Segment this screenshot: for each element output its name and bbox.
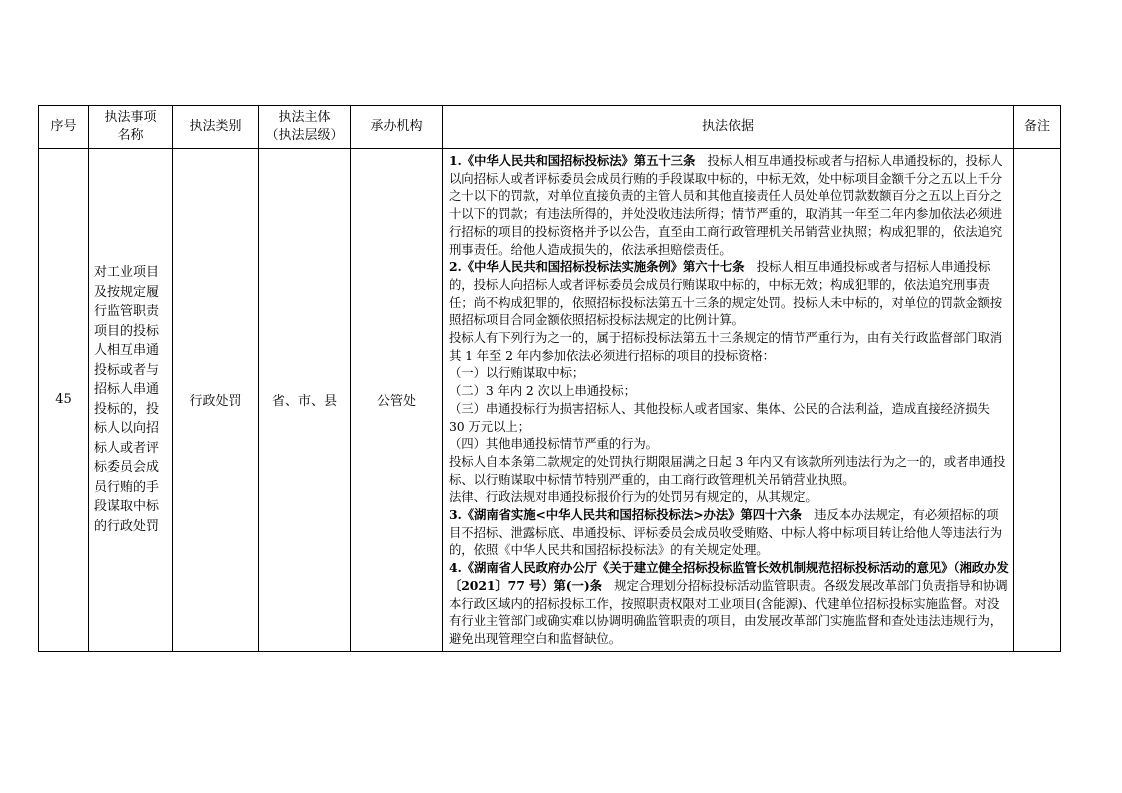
header-agency: 承办机构 xyxy=(351,106,443,149)
row-basis xyxy=(443,149,1014,652)
basis-article-3-text: 违反本办法规定，有必须招标的项目不招标、泄露标底、串通投标、评标委员会成员收受贿赂、中标人将中标项目转让给他人等违法行为的，依照《中华人民共和国招标投标法》的有关规定处理。 xyxy=(449,507,1003,558)
basis-article-2-para: 投标人有下列行为之一的，属于招标投标法第五十三条规定的情节严重行为，由有关行政监督部门取消其 1 年至 2 年内参加依法必须进行招标的项目的投标资格： xyxy=(449,330,1003,363)
row-category: 行政处罚 xyxy=(173,149,259,652)
row-seq: 45 xyxy=(39,149,89,652)
header-subject: 执法主体 （执法层级） xyxy=(259,106,351,149)
row-level: 省、市、县 xyxy=(259,149,351,652)
header-seq: 序号 xyxy=(39,106,89,149)
header-item-name: 执法事项 名称 xyxy=(89,106,173,149)
basis-article-4-title: 4.《湖南省人民政府办公厅《关于建立健全招标投标监管长效机制规范招标投标活动的意见》（湘政办发〔2021〕77 号）第(一)条 xyxy=(449,560,1009,593)
basis-article-4-text: 规定合理划分招标投标活动监管职责。各级发展改革部门负责指导和协调本行政区域内的招标投标工作，按照职责权限对工业项目(含能源)、代建单位招标投标实施监督。对没有行业主管部门或确实难以协调明确监管职责的项目，由发展改革部门实施监督和查处违法违规行为，避免出现管理空白和监督缺位。 xyxy=(449,577,1008,646)
basis-article-2-para: 投标人自本条第二款规定的处罚执行期限届满之日起 3 年内又有该款所列违法行为之一的，或者串通投标、以行贿谋取中标情节特别严重的，由工商行政管理机关吊销营业执照。 xyxy=(449,453,1006,487)
header-remark: 备注 xyxy=(1014,106,1061,149)
basis-article-2-item: （四）其他串通投标情节严重的行为。 xyxy=(449,436,658,452)
header-category: 执法类别 xyxy=(173,106,259,149)
basis-article-1-title: 1.《中华人民共和国招标投标法》第五十三条 xyxy=(449,153,696,168)
basis-article-1-text: 投标人相互串通投标或者与招标人串通投标的，投标人以向招标人或者评标委员会成员行贿的手段谋取中标的，中标无效，处中标项目金额千分之五以上千分之十以下的罚款，对单位直接负责的主管人员和其他直接责任人员处单位罚款数额百分之五以上百分之十以下的罚款；有违法所得的，并处没收违法所得；情节严重的，取消其一年至二年内参加依法必须进行招标的项目的投标资格并予以公告，直至由工商行政管理机关吊销营业执照；构成犯罪的，依法追究刑事责任。给他人造成损失的，依法承担赔偿责任。 xyxy=(449,153,1003,257)
basis-article-2-item: （一）以行贿谋取中标； xyxy=(449,365,585,381)
basis-article-3 xyxy=(449,506,1009,559)
header-basis: 执法依据 xyxy=(443,106,1014,149)
basis-article-2-text: 投标人相互串通投标或者与招标人串通投标的，投标人向招标人或者评标委员会成员行贿谋取中标的，中标无效；构成犯罪的，依法追究刑事责任；尚不构成犯罪的，依照招标投标法第五十三条的规定处罚。投标人未中标的，对单位的罚款金额按照招标项目合同金额依照招标投标法规定的比例计算。 xyxy=(449,259,1003,328)
basis-article-2-item: （二）3 年内 2 次以上串通投标； xyxy=(449,383,636,399)
basis-article-3-title: 3.《湖南省实施<中华人民共和国招标投标法>办法》第四十六条 xyxy=(449,507,802,523)
table-row xyxy=(39,149,1061,652)
basis-article-4 xyxy=(449,559,1009,648)
basis-article-2-para: 法律、行政法规对串通投标报价行为的处罚另有规定的，从其规定。 xyxy=(449,489,818,505)
row-remark xyxy=(1014,149,1061,652)
basis-article-2-item: （三）串通投标行为损害招标人、其他投标人或者国家、集体、公民的合法利益，造成直接经济损失 30 万元以上； xyxy=(449,400,990,434)
basis-article-2-title: 2.《中华人民共和国招标投标法实施条例》第六十七条 xyxy=(449,259,745,275)
header-row xyxy=(39,106,1061,149)
basis-article-2 xyxy=(449,258,1009,329)
row-item-name: 对工业项目及按规定履行监管职责项目的投标人相互串通投标或者与招标人串通投标的，投标人以向招标人或者评标委员会成员行贿的手段谋取中标的行政处罚 xyxy=(89,149,173,652)
basis-article-1 xyxy=(449,152,1009,258)
enforcement-table xyxy=(38,105,1061,652)
row-agency: 公管处 xyxy=(351,149,443,652)
